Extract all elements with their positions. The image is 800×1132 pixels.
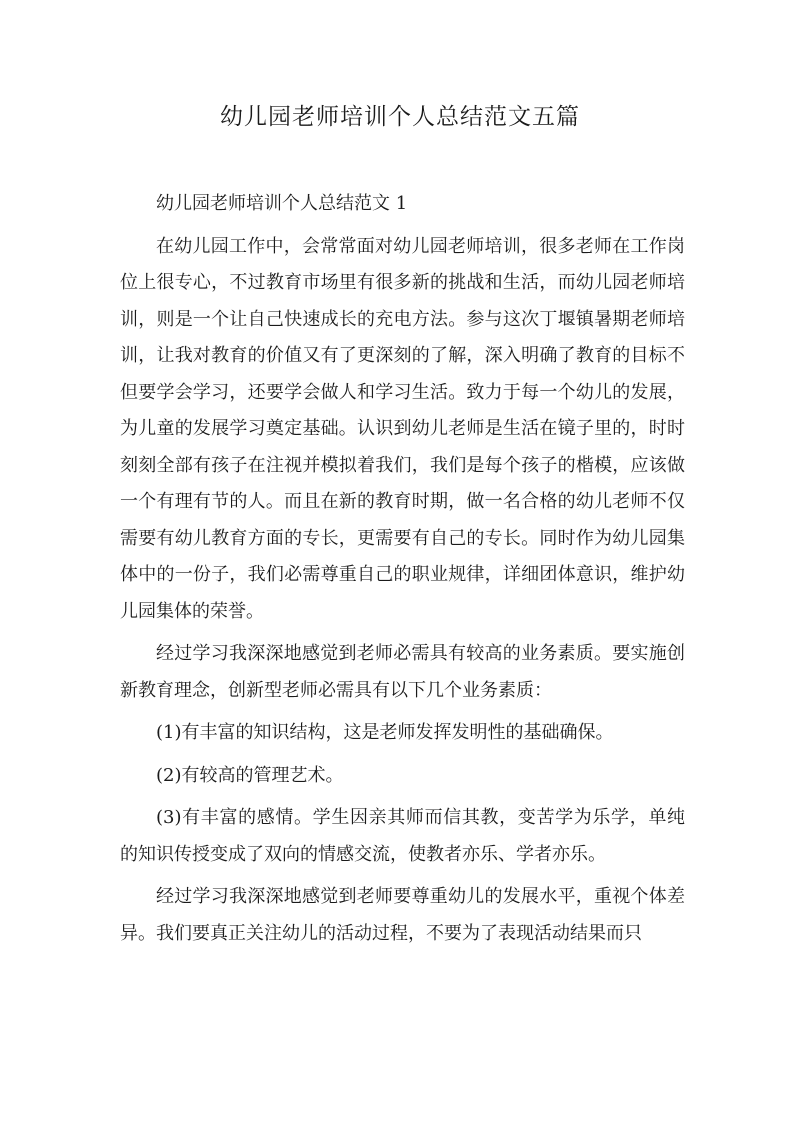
body-paragraph: 经过学习我深深地感觉到老师要尊重幼儿的发展水平，重视个体差异。我们要真正关注幼儿的活动过程，不要为了表现活动结果而只 (120, 886, 685, 944)
list-item: (2)有较高的管理艺术。 (156, 764, 344, 786)
body-paragraph: 在幼儿园工作中，会常常面对幼儿园老师培训，很多老师在工作岗位上很专心，不过教育市场里有很多新的挑战和生活，而幼儿园老师培训，则是一个让自己快速成长的充电方法。参与这次丁堰镇暑期老师培训，让我对教育的价值又有了更深刻的了解，深入明确了教育的目标不但要学会学习，还要学会做人和学习生活。致力于每一个幼儿的发展，为儿童的发展学习奠定基础。认识到幼儿老师是生活在镜子里的，时时刻刻全部有孩子在注视并模拟着我们，我们是每个孩子的楷模，应该做一个有理有节的人。而且在新的教育时期，做一名合格的幼儿老师不仅需要有幼儿教育方面的专长，更需要有自己的专长。同时作为幼儿园集体中的一份子，我们必需尊重自己的职业规律，详细团体意识，维护幼儿园集体的荣誉。 (120, 235, 685, 622)
section-heading: 幼儿园老师培训个人总结范文 1 (156, 193, 408, 214)
list-item: (3)有丰富的感情。学生因亲其师而信其教，变苦学为乐学，单纯的知识传授变成了双向的情感交流，使教者亦乐、学者亦乐。 (120, 807, 685, 865)
document-title: 幼儿园老师培训个人总结范文五篇 (220, 104, 580, 130)
body-paragraph: 经过学习我深深地感觉到老师必需具有较高的业务素质。要实施创新教育理念，创新型老师必需具有以下几个业务素质： (120, 643, 685, 701)
list-item: (1)有丰富的知识结构，这是老师发挥发明性的基础确保。 (156, 722, 614, 743)
document-body (120, 186, 685, 958)
